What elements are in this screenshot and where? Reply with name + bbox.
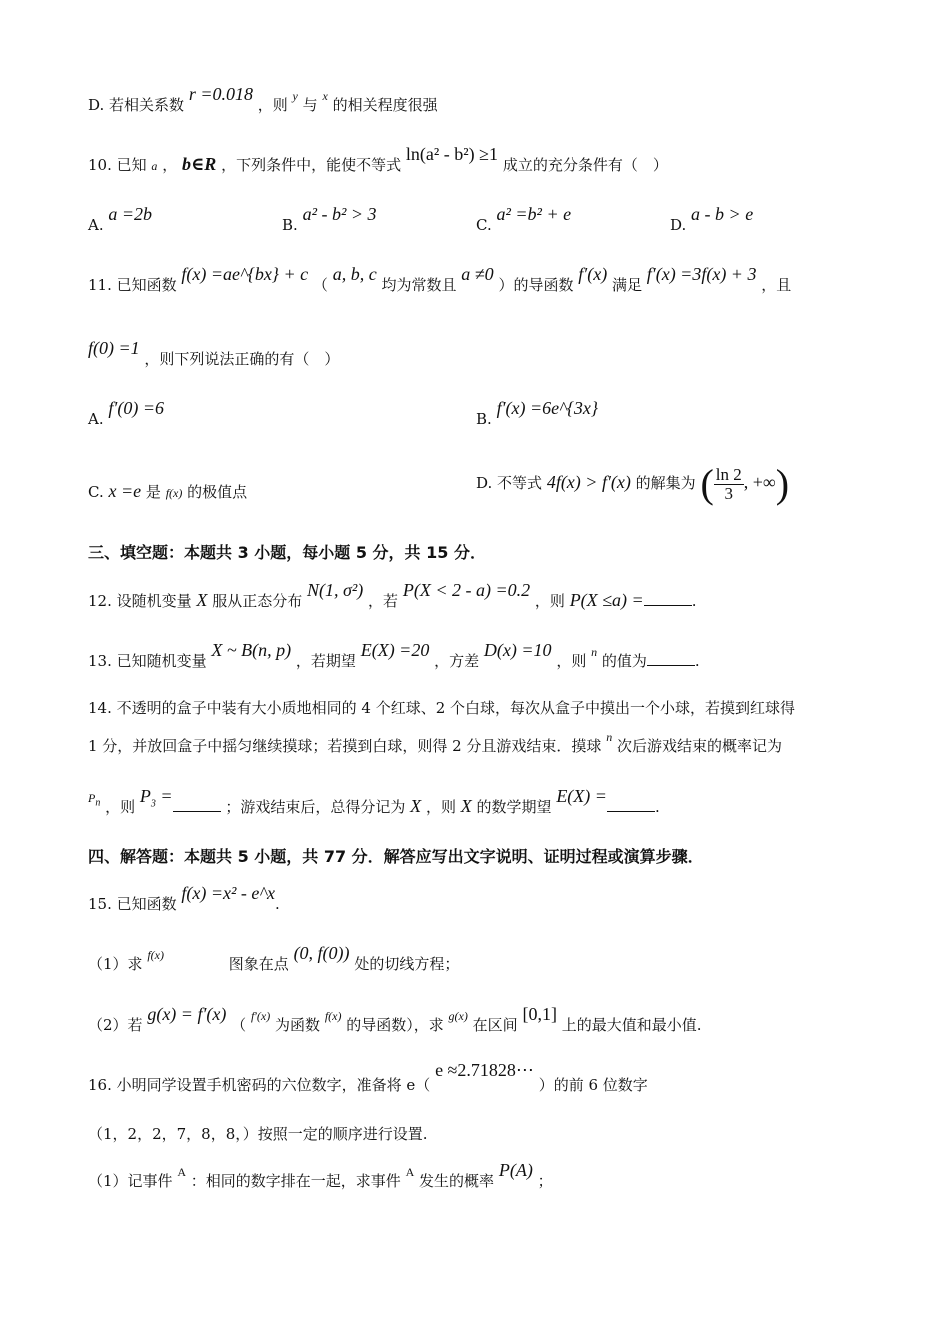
q11-stem-line1: 11. 已知函数 f(x) =ae^{bx} + c （ a, b, c 均为常数且 a ≠0 ）的导函数 f′(x) 满足 f′(x) =3f(x) + 3 ，且 bbox=[88, 264, 792, 294]
q14-ex-blank bbox=[607, 797, 655, 812]
q10-option-a: A. a =2b bbox=[88, 204, 153, 234]
q10-stem: 10. 已知 a ， b∈R ，下列条件中，能使不等式 ln(a² - b²) ≥1 成立的充分条件有（ ） bbox=[88, 144, 668, 174]
q16-stem: 16. 小明同学设置手机密码的六位数字，准备将 e（ e ≈2.71828⋯ ）的前 6 位数字 bbox=[88, 1060, 648, 1094]
q11-option-c: C. x =e 是 f(x) 的极值点 bbox=[88, 481, 248, 501]
q10-option-d: D. a - b > e bbox=[670, 204, 754, 234]
section-4-title: 四、解答题：本题共 5 小题，共 77 分．解答应写出文字说明、证明过程或演算步骤． bbox=[88, 847, 704, 866]
q16-part1: （1）记事件 $^A$ ：相同的数字排在一起，求事件 $^A$ 发生的概率 P(A) ； bbox=[88, 1160, 553, 1190]
q11-option-d: D. 不等式 4f(x) > f′(x) 的解集为 ( $\frac{\ln 2}{3}$ , +∞) bbox=[476, 461, 790, 506]
q14-line2: 1 分，并放回盒子中摇匀继续摸球；若摸到白球，则得 2 分且游戏结束．摸球 $^n$ 次后游戏结束的概率记为 bbox=[88, 730, 782, 755]
q11-option-b: B. f′(x) =6e^{3x} bbox=[476, 398, 599, 428]
q10-option-c: C. a² =b² + e bbox=[476, 204, 572, 234]
q12-stem: 12. 设随机变量 X 服从正态分布 N(1, σ²) ，若 P(X < 2 - a) =0.2 ，则 P(X ≤a) = . bbox=[88, 580, 697, 610]
q16-digits: （1，2，2，7，8，8，）按照一定的顺序进行设置. bbox=[88, 1125, 428, 1143]
q15-part2: （2）若 g(x) = f′(x) （ $^{f'(x)}$ 为函数 $^{f(x)}$ 的导函数），求 $^{g(x)}$ 在区间 [0,1] 上的最大值和最小值. bbox=[88, 1004, 702, 1034]
q16-e-value: e ≈2.71828⋯ bbox=[435, 1060, 534, 1080]
q10-inequality: ln(a² - b²) ≥1 bbox=[405, 144, 499, 164]
q15-part1: （1）求 $^{f(x)}$ 图象在点 (0, f(0)) 处的切线方程； bbox=[88, 943, 460, 973]
q14-p3-blank bbox=[173, 797, 221, 812]
q12-answer-blank bbox=[644, 591, 692, 606]
q14-line3: $^{P_n}$ ，则 $P_3$ = ；游戏结束后，总得分记为 X ，则 X 的数学期望 E(X) =. bbox=[88, 786, 660, 816]
section-3-title: 三、填空题：本题共 3 小题，每小题 5 分，共 15 分． bbox=[88, 543, 486, 562]
q13-answer-blank bbox=[647, 651, 695, 666]
q9-r-value: r =0.018 bbox=[188, 84, 253, 104]
q11-function: f(x) =ae^{bx} + c bbox=[181, 264, 309, 284]
q11-stem-line2: f(0) =1 ，则下列说法正确的有（ ） bbox=[88, 338, 340, 368]
q14-line1: 14. 不透明的盒子中装有大小质地相同的 4 个红球、2 个白球，每次从盒子中摸出一个小球，若摸到红球得 bbox=[88, 699, 796, 717]
q10-option-b: B. a² - b² > 3 bbox=[282, 204, 377, 234]
q15-stem: 15. 已知函数 f(x) =x² - e^x. bbox=[88, 883, 280, 913]
q13-stem: 13. 已知随机变量 X ~ B(n, p) ，若期望 E(X) =20 ，方差 D(x) =10 ，则 $^n$ 的值为 . bbox=[88, 640, 700, 670]
q11-option-a: A. f′(0) =6 bbox=[88, 398, 164, 428]
q11-d-fraction: $\frac{\ln 2}{3}$ bbox=[715, 464, 742, 503]
q9-option-d: D. 若相关系数 r =0.018 ，则 $^y$ 与 $^x$ 的相关程度很强 bbox=[88, 84, 438, 114]
